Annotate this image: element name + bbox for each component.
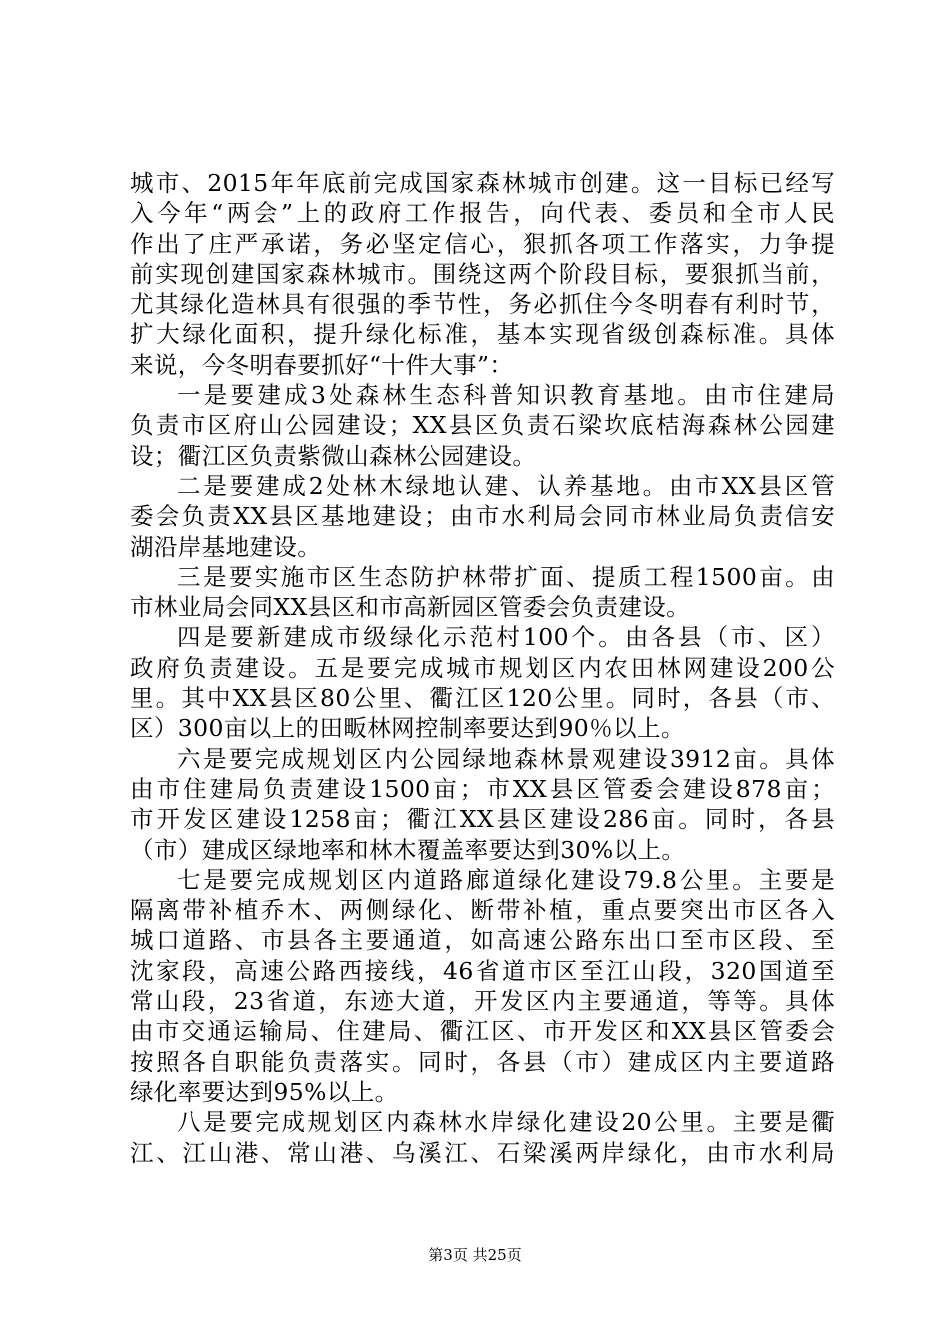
text-line: 扩大绿化面积，提升绿化标准，基本实现省级创森标准。具体 — [130, 320, 835, 349]
text-line: 按照各自职能负责落实。同时，各县（市）建成区内主要道路 — [130, 1047, 835, 1076]
text-line: 负责市区府山公园建设；XX县区负责石梁坎底桔海森林公园建 — [130, 411, 835, 440]
text-line: 城市、2015年年底前完成国家森林城市创建。这一目标已经写 — [130, 169, 835, 197]
text-line: 一是要建成3处森林生态科普知识教育基地。由市住建局 — [177, 381, 835, 410]
text-line: 七是要完成规划区内道路廊道绿化建设79.8公里。主要是 — [177, 865, 835, 894]
page-footer: 第3页 共25页 — [428, 1246, 522, 1264]
text-line: 沈家段，高速公路西接线，46省道市区至江山段，320国道至 — [130, 956, 835, 985]
text-line: 前实现创建国家森林城市。围绕这两个阶段目标，要狠抓当前， — [130, 259, 835, 288]
text-line: 四是要新建成市级绿化示范村100个。由各县（市、区） — [177, 623, 835, 652]
text-line: 市林业局会同XX县区和市高新园区管委会负责建设。 — [130, 593, 691, 622]
text-line: 城口道路、市县各主要通道，如高速公路东出口至市区段、至 — [130, 926, 835, 955]
text-line: 三是要实施市区生态防护林带扩面、提质工程1500亩。由 — [177, 562, 835, 591]
text-line: 由市住建局负责建设1500亩；市XX县区管委会建设878亩； — [130, 774, 835, 803]
text-line: 作出了庄严承诺，务必坚定信心，狠抓各项工作落实，力争提 — [130, 229, 835, 258]
text-line: 绿化率要达到95%以上。 — [130, 1077, 399, 1106]
text-line: 六是要完成规划区内公园绿地森林景观建设3912亩。具体 — [177, 744, 835, 773]
text-line: 委会负责XX县区基地建设；由市水利局会同市林业局负责信安 — [130, 502, 835, 531]
text-line: 里。其中XX县区80公里、衢江区120公里。同时，各县（市、 — [130, 684, 835, 713]
text-line: 入今年“两会”上的政府工作报告，向代表、委员和全市人民 — [130, 199, 835, 228]
text-line: 设；衢江区负责紫微山森林公园建设。 — [130, 441, 537, 470]
text-line: （市）建成区绿地率和林木覆盖率要达到30%以上。 — [130, 835, 686, 864]
text-line: 来说，今冬明春要抓好“十件大事”： — [130, 350, 514, 379]
text-line: 湖沿岸基地建设。 — [130, 532, 322, 561]
text-line: 市开发区建设1258亩；衢江XX县区建设286亩。同时，各县 — [130, 805, 835, 834]
text-line: 八是要完成规划区内森林水岸绿化建设20公里。主要是衢 — [177, 1108, 835, 1137]
text-line: 江、江山港、常山港、乌溪江、石梁溪两岸绿化，由市水利局 — [130, 1138, 835, 1167]
document-body — [130, 168, 835, 1168]
text-line: 政府负责建设。五是要完成城市规划区内农田林网建设200公 — [130, 653, 835, 682]
text-line: 二是要建成2处林木绿地认建、认养基地。由市XX县区管 — [177, 471, 835, 500]
text-line: 由市交通运输局、住建局、衢江区、市开发区和XX县区管委会 — [130, 1017, 835, 1046]
text-line: 区）300亩以上的田畈林网控制率要达到90％以上。 — [130, 714, 685, 743]
text-line: 尤其绿化造林具有很强的季节性，务必抓住今冬明春有利时节， — [130, 290, 835, 319]
text-line: 隔离带补植乔木、两侧绿化、断带补植，重点要突出市区各入 — [130, 896, 835, 925]
text-line: 常山段，23省道，东迹大道，开发区内主要通道，等等。具体 — [130, 987, 835, 1016]
